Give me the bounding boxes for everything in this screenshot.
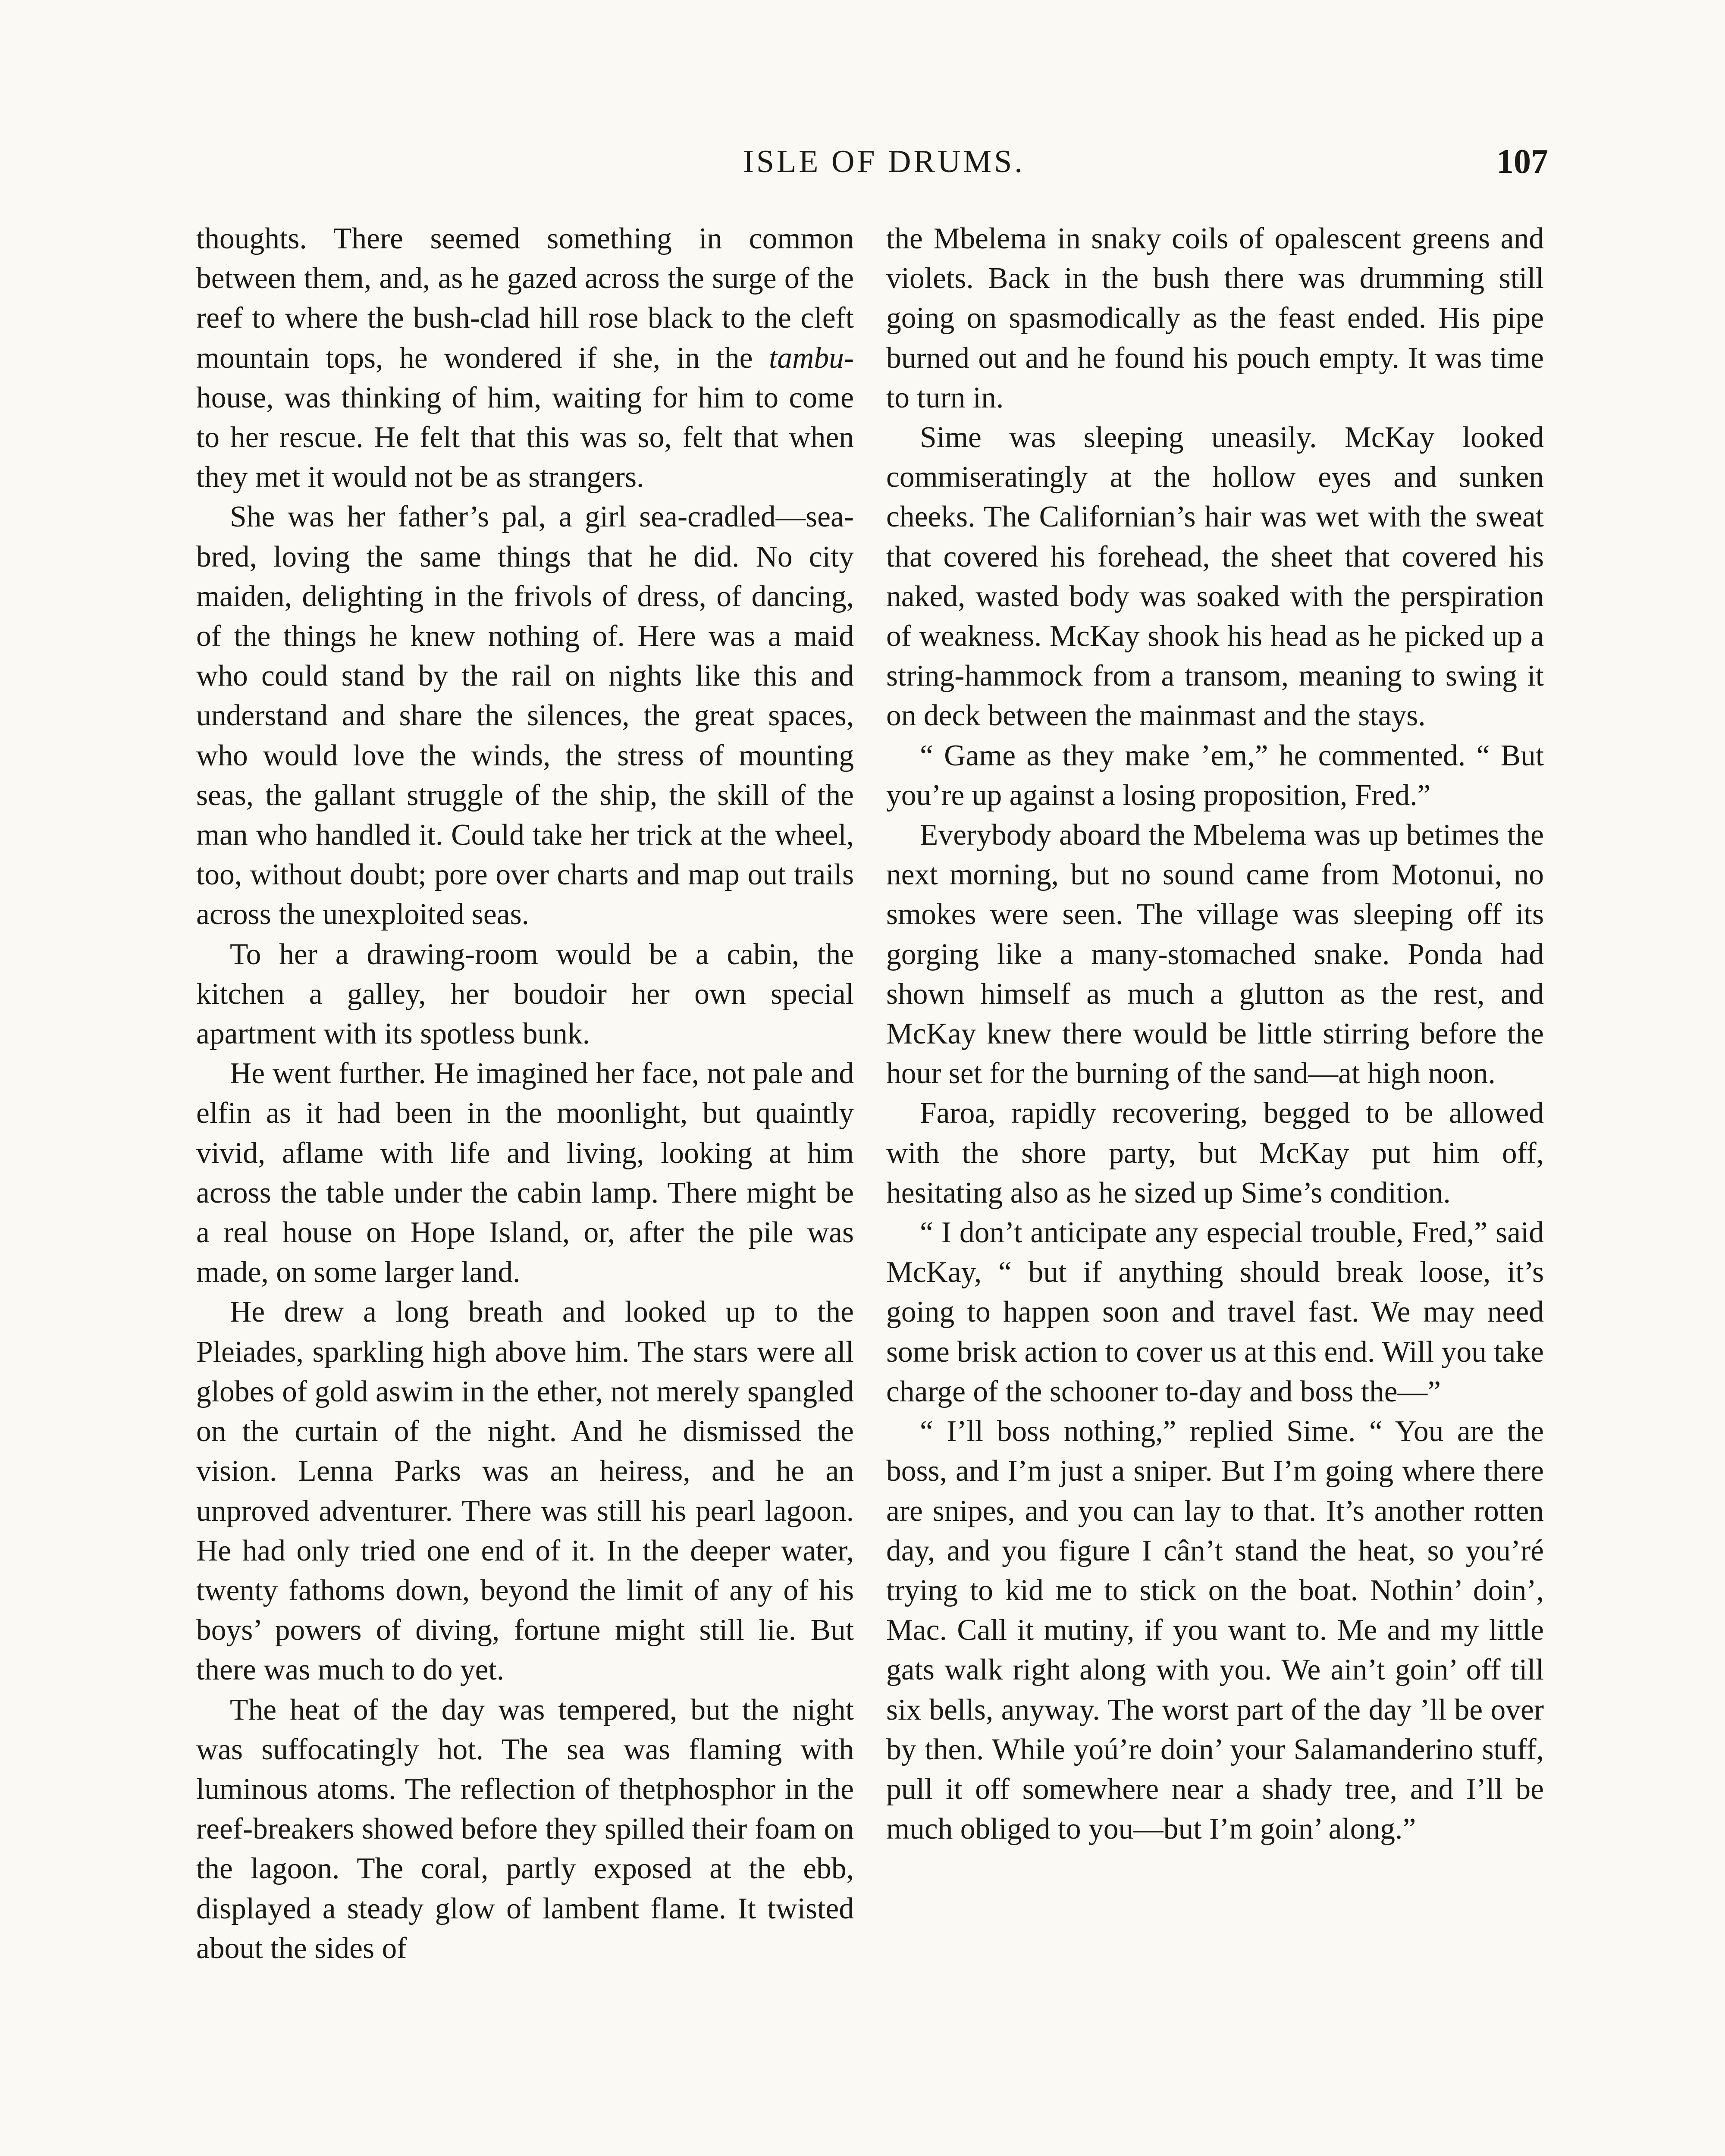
paragraph: [196, 219, 854, 497]
page-number: 107: [1496, 143, 1548, 181]
paragraph: “ I don’t anticipate any especial trouble, Fred,” said McKay, “ but if anything should break loose, it’s going to happen soon and travel fast. We may need some brisk action to cover us at this end. Will you take charge of the schooner to-day and boss the—”: [886, 1216, 1544, 1408]
left-column: [196, 219, 854, 1968]
running-title: ISLE OF DRUMS.: [743, 144, 1025, 179]
paragraph: the Mbelema in snaky coils of opalescent greens and violets. Back in the bush there was drumming still going on spasmodically as the feast ended. His pipe burned out and he found his pouch empty. It was time to turn in.: [886, 222, 1544, 414]
paragraph: Sime was sleeping uneasily. McKay looked commiseratingly at the hollow eyes and sunken cheeks. The Californian’s hair was wet with the sweat that covered his forehead, the sheet that covered his naked, wasted body was soaked with the perspiration of weakness. McKay shook his head as he picked up a string-hammock from a transom, meaning to swing it on deck between the mainmast and the stays.: [886, 421, 1544, 733]
paragraph: “ Game as they make ’em,” he commented. “ But you’re up against a losing proposition, Fred.”: [886, 739, 1544, 812]
right-column: [886, 219, 1544, 1849]
paragraph: She was her father’s pal, a girl sea-cradled—sea-bred, loving the same things that he did. No city maiden, delighting in the frivols of dress, of dancing, of the things he knew nothing of. Here was a maid who could stand by the rail on nights like this and understand and share the silences, the great spaces, who would love the winds, the stress of mounting seas, the gallant struggle of the ship, the skill of the man who handled it. Could take her trick at the wheel, too, without doubt; pore over charts and map out trails across the unexploited seas.: [196, 500, 854, 931]
paragraph: Faroa, rapidly recovering, begged to be allowed with the shore party, but McKay put him off, hesitating also as he sized up Sime’s condition.: [886, 1097, 1544, 1210]
paragraph: He drew a long breath and looked up to the Pleiades, sparkling high above him. The stars were all globes of gold aswim in the ether, not merely spangled on the curtain of the night. And he dismissed the vision. Lenna Parks was an heiress, and he an unproved adventurer. There was still his pearl lagoon. He had only tried one end of it. In the deeper water, twenty fathoms down, beyond the limit of any of his boys’ powers of diving, fortune might still lie. But there was much to do yet.: [196, 1295, 854, 1687]
paragraph: He went further. He imagined her face, not pale and elfin as it had been in the moonlight, but quaintly vivid, aflame with life and living, looking at him across the table under the cabin lamp. There might be a real house on Hope Island, or, after the pile was made, on some larger land.: [196, 1057, 854, 1289]
paragraph-text: -house, was thinking of him, waiting for him to come to her rescue. He felt that this was so, felt that when they met it would not be as strangers.: [196, 341, 854, 494]
paragraph-text: thoughts. There seemed something in common between them, and, as he gazed across the surge of the reef to where the bush-clad hill rose black to the cleft mountain tops, he wondered if she, in the: [196, 222, 854, 375]
italic-word: tambu: [769, 341, 844, 375]
running-header: [0, 140, 1725, 192]
paragraph: The heat of the day was tempered, but the night was suffocatingly hot. The sea was flaming with luminous atoms. The reflection of thetphosphor in the reef-breakers showed before they spilled their foam on the lagoon. The coral, partly exposed at the ebb, displayed a steady glow of lambent flame. It twisted about the sides of: [196, 1693, 854, 1965]
paragraph: Everybody aboard the Mbelema was up betimes the next morning, but no sound came from Motonui, no smokes were seen. The village was sleeping off its gorging like a many-stomached snake. Ponda had shown himself as much a glutton as the rest, and McKay knew there would be little stirring before the hour set for the burning of the sand—at high noon.: [886, 818, 1544, 1091]
paragraph: “ I’ll boss nothing,” replied Sime. “ You are the boss, and I’m just a sniper. But I’m going where there are snipes, and you can lay to that. It’s another rotten day, and you figure I cân’t stand the heat, so you’ré trying to kid me to stick on the boat. Nothin’ doin’, Mac. Call it mutiny, if you want to. Me and my little gats walk right along with you. We ain’t goin’ off till six bells, anyway. The worst part of the day ’ll be over by then. While yoú’re doin’ your Salamanderino stuff, pull it off somewhere near a shady tree, and I’ll be much obliged to you—but I’m goin’ along.”: [886, 1415, 1544, 1846]
paragraph: To her a drawing-room would be a cabin, the kitchen a galley, her boudoir her own special apartment with its spotless bunk.: [196, 937, 854, 1051]
